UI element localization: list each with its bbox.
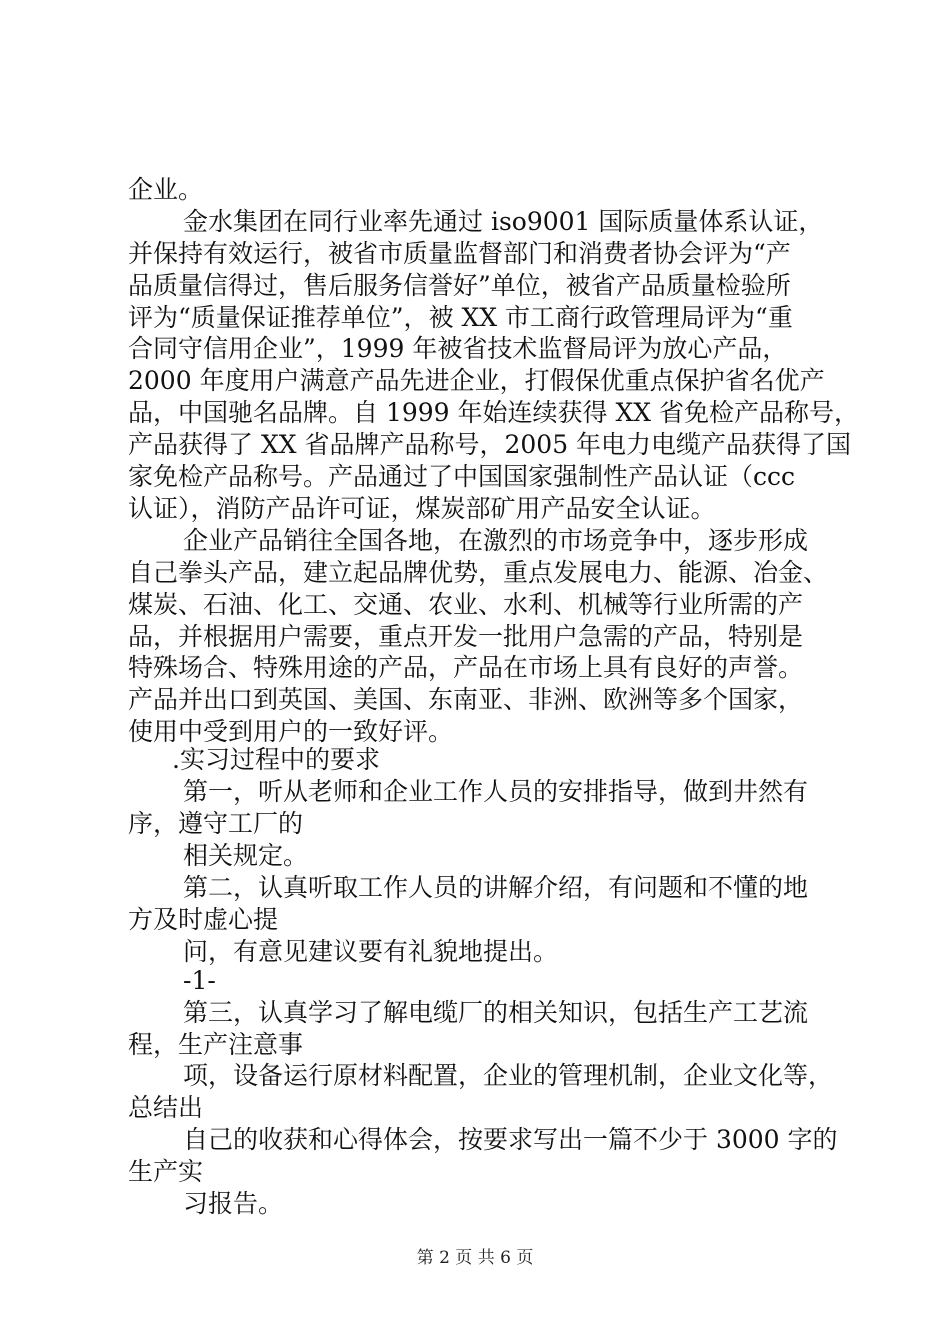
text-line: 合同守信用企业”，1999 年被省技术监督局评为放心产品， xyxy=(128,334,788,363)
text-line: 自己的收获和心得体会，按要求写出一篇不少于 3000 字的 xyxy=(183,1125,838,1154)
text-line: 生产实 xyxy=(128,1157,204,1186)
text-line: 特殊场合、特殊用途的产品，产品在市场上具有良好的声誉。 xyxy=(128,653,804,682)
text-line: 煤炭、石油、化工、交通、农业、水利、机械等行业所需的产 xyxy=(128,590,804,619)
text-line: 品质量信得过，售后服务信誉好”单位，被省产品质量检验所 xyxy=(128,271,791,300)
text-line: 序，遵守工厂的 xyxy=(128,809,304,838)
text-line: 企业。 xyxy=(128,175,204,204)
text-line: 方及时虚心提 xyxy=(128,905,279,934)
text-line: 产品并出口到英国、美国、东南亚、非洲、欧洲等多个国家， xyxy=(128,685,804,714)
text-line: 习报告。 xyxy=(183,1189,284,1218)
paragraph-line: 金水集团在同行业率先通过 iso9001 国际质量体系认证， xyxy=(183,207,824,236)
paragraph-line: 企业产品销往全国各地，在激烈的市场竞争中，逐步形成 xyxy=(183,526,809,555)
text-line: 项，设备运行原材料配置，企业的管理机制，企业文化等， xyxy=(183,1061,834,1090)
text-line: 家免检产品称号。产品通过了中国国家强制性产品认证（ccc xyxy=(128,462,796,491)
text-line: 问，有意见建议要有礼貌地提出。 xyxy=(183,937,559,966)
text-line: 品，中国驰名品牌。自 1999 年始连续获得 XX 省免检产品称号， xyxy=(128,398,860,427)
text-line: 使用中受到用户的一致好评。 xyxy=(128,717,454,746)
paragraph-line: 第一，听从老师和企业工作人员的安排指导，做到井然有 xyxy=(183,777,809,806)
text-line: 2000 年度用户满意产品先进企业，打假保优重点保护省名优产 xyxy=(128,366,825,395)
text-line: 相关规定。 xyxy=(183,841,309,870)
text-line: 程，生产注意事 xyxy=(128,1030,304,1059)
text-line: 评为“质量保证推荐单位”，被 XX 市工商行政管理局评为“重 xyxy=(128,303,793,332)
text-line: 并保持有效运行，被省市质量监督部门和消费者协会评为“产 xyxy=(128,239,791,268)
text-line: 认证），消防产品许可证，煤炭部矿用产品安全认证。 xyxy=(128,494,716,523)
page-footer: 第 2 页 共 6 页 xyxy=(416,1248,534,1268)
text-line: 产品获得了 XX 省品牌产品称号，2005 年电力电缆产品获得了国 xyxy=(128,430,852,459)
paragraph-line: 第三，认真学习了解电缆厂的相关知识，包括生产工艺流 xyxy=(183,998,809,1027)
text-line: 总结出 xyxy=(128,1093,204,1122)
text-line: 品，并根据用户需要，重点开发一批用户急需的产品，特别是 xyxy=(128,622,804,651)
text-line: 自己拳头产品，建立起品牌优势，重点发展电力、能源、冶金、 xyxy=(128,558,829,587)
section-heading: .实习过程中的要求 xyxy=(172,745,380,774)
paragraph-line: 第二，认真听取工作人员的讲解介绍，有问题和不懂的地 xyxy=(183,873,809,902)
inline-page-number: -1- xyxy=(183,966,216,995)
